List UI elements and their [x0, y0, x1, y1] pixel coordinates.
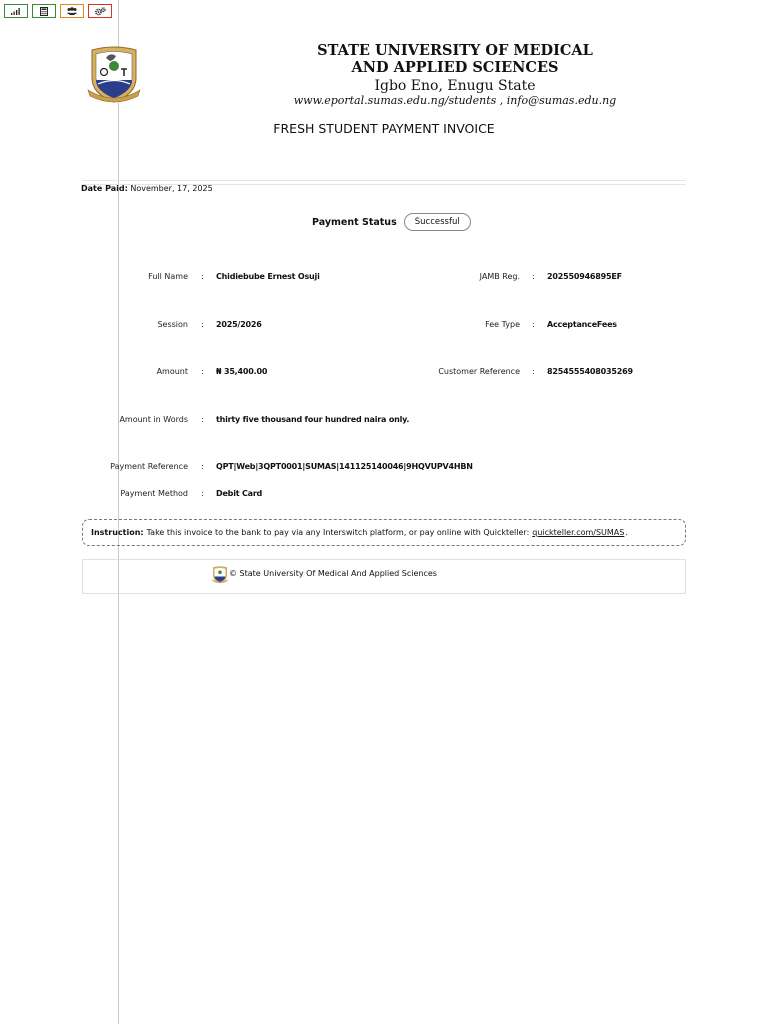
instruction-label: Instruction:	[91, 528, 144, 537]
cogs-icon	[95, 7, 106, 16]
university-contact: www.eportal.sumas.edu.ng/students , info@sumas.edu.ng	[293, 94, 617, 107]
payment-reference-value: QPT|Web|3QPT0001|SUMAS|141125140046|9HQVUPV4HBN	[216, 462, 473, 471]
fee-type-separator: :	[532, 320, 535, 329]
jamb-reg-label: JAMB Reg.	[479, 272, 520, 281]
university-name-line1: STATE UNIVERSITY OF MEDICAL	[317, 42, 593, 59]
cogs-button[interactable]	[88, 4, 112, 18]
amount-in-words-separator: :	[201, 415, 204, 424]
payment-method-value: Debit Card	[216, 489, 263, 498]
instruction-text: Take this invoice to the bank to pay via any Interswitch platform, or pay online with Quickteller:	[146, 528, 530, 537]
university-crest-logo	[84, 44, 144, 106]
users-icon	[66, 7, 78, 15]
full-name-separator: :	[201, 272, 204, 281]
amount-value: ₦ 35,400.00	[216, 367, 268, 376]
amount-in-words-label: Amount in Words	[119, 415, 188, 424]
footer	[82, 559, 686, 594]
jamb-reg-separator: :	[532, 272, 535, 281]
date-paid-value: November, 17, 2025	[130, 184, 213, 193]
vertical-guide-line	[118, 0, 119, 1024]
calculator-icon	[40, 7, 48, 16]
session-label: Session	[157, 320, 188, 329]
instruction-end: .	[625, 528, 628, 537]
customer-reference-separator: :	[532, 367, 535, 376]
amount-in-words-value: thirty five thousand four hundred naira only.	[216, 415, 410, 424]
customer-reference-value: 8254555408035269	[547, 367, 633, 376]
jamb-reg-value: 202550946895EF	[547, 272, 622, 281]
session-separator: :	[201, 320, 204, 329]
university-location: Igbo Eno, Enugu State	[374, 78, 536, 94]
users-button[interactable]	[60, 4, 84, 18]
quickteller-link[interactable]: quickteller.com/SUMAS	[532, 528, 625, 537]
session-value: 2025/2026	[216, 320, 262, 329]
university-name-line2: AND APPLIED SCIENCES	[351, 59, 559, 76]
toolbar	[4, 4, 112, 18]
payment-method-label: Payment Method	[120, 489, 188, 498]
full-name-value: Chidiebube Ernest Osuji	[216, 272, 320, 281]
full-name-label: Full Name	[148, 272, 188, 281]
fee-type-value: AcceptanceFees	[547, 320, 617, 329]
fee-type-label: Fee Type	[485, 320, 520, 329]
signal-bars-icon	[10, 7, 22, 15]
calculator-button[interactable]	[32, 4, 56, 18]
signal-bars-button[interactable]	[4, 4, 28, 18]
university-header	[150, 42, 760, 108]
amount-label: Amount	[156, 367, 188, 376]
payment-status	[312, 213, 471, 231]
date-paid-label: Date Paid:	[81, 184, 128, 193]
instruction-box	[82, 519, 686, 546]
invoice-title: FRESH STUDENT PAYMENT INVOICE	[273, 121, 495, 136]
customer-reference-label: Customer Reference	[438, 367, 520, 376]
payment-reference-label: Payment Reference	[110, 462, 188, 471]
date-paid	[81, 184, 213, 193]
status-badge: Successful	[404, 213, 471, 231]
amount-separator: :	[201, 367, 204, 376]
payment-method-separator: :	[201, 489, 204, 498]
footer-crest-logo	[211, 565, 229, 585]
payment-reference-separator: :	[201, 462, 204, 471]
footer-copyright: © State University Of Medical And Applied Sciences	[229, 569, 437, 578]
payment-status-label: Payment Status	[312, 216, 397, 228]
